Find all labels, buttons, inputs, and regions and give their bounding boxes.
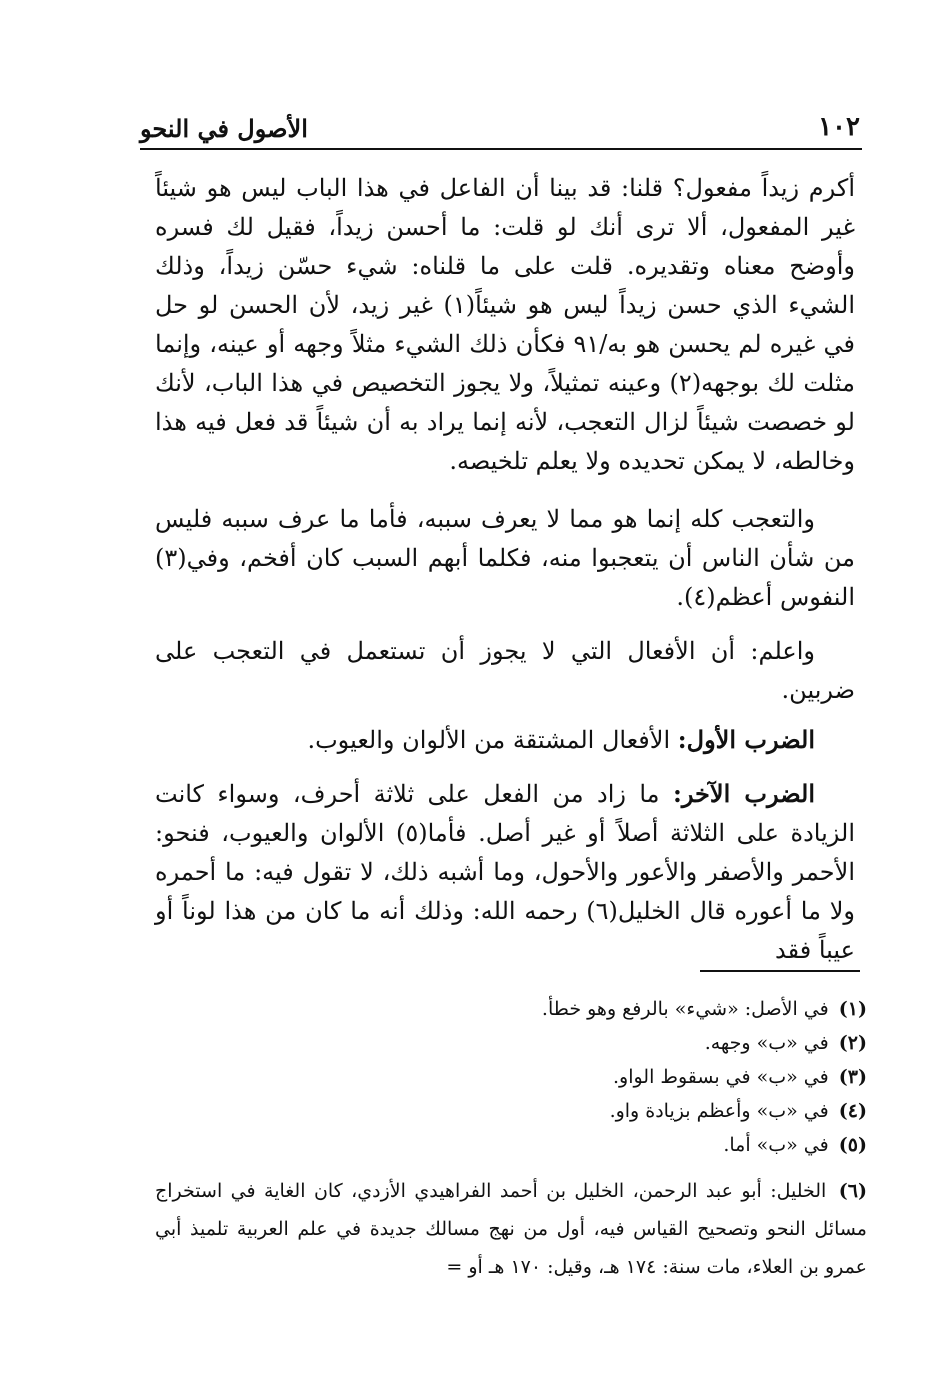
footnote-text: في الأصل: «شيء» بالرفع وهو خطأ. [541, 998, 829, 1020]
footnote-5 [155, 1128, 867, 1162]
paragraph-5 [155, 774, 855, 970]
main-text [155, 168, 855, 970]
footnote-text: الخليل: أبو عبد الرحمن، الخليل بن أحمد الفراهيدي الأزدي، كان الغاية في استخراج مسائل النحو وتصحيح القياس فيه، أول من نهج مسالك جديدة في علم العربية تلميذ أبي عمرو بن العلاء، مات سنة: ١٧٤ هـ، وقيل: ١٧٠ هـ أو = [155, 1180, 867, 1278]
paragraph-text: واعلم: أن الأفعال التي لا يجوز أن تستعمل في التعجب على ضربين. [155, 637, 855, 704]
footnote-text: في «ب» وأعظم بزيادة واو. [609, 1100, 829, 1122]
paragraph-lead: الضرب الآخر: [672, 779, 816, 808]
paragraph-text: والتعجب كله إنما هو مما لا يعرف سببه، فأما ما عرف سببه فليس من شأن الناس أن يتعجبوا منه، فكلما أبهم السبب كان أفخم، وفي(٣) النفوس أعظم(٤). [155, 505, 855, 611]
footnote-marker: (٣) [838, 1066, 867, 1088]
footnote-marker: (٦) [838, 1180, 867, 1202]
running-head [140, 112, 860, 152]
footnote-text: في «ب» وجهه. [704, 1032, 829, 1054]
footnote-marker: (١) [838, 998, 867, 1020]
footnote-4 [155, 1094, 867, 1128]
paragraph-3 [155, 631, 855, 710]
paragraph-1 [155, 168, 855, 481]
paragraph-text: ما زاد من الفعل على ثلاثة أحرف، وسواء كانت الزيادة على الثلاثة أصلاً أو غير أصل. فأما(٥) الألوان والعيوب، فنحو: الأحمر والأصفر والأعور والأحول، وما أشبه ذلك، لا تقول فيه: ما أحمره ولا ما أعوره قال الخليل(٦) رحمه الله: وذلك أنه ما كان من هذا لوناً أو عيباً فقد [155, 780, 855, 964]
book-title: الأصول في النحو [140, 114, 308, 143]
footnote-6 [155, 1172, 867, 1286]
paragraph-4 [155, 720, 855, 760]
paragraph-lead: الضرب الأول: [677, 725, 815, 754]
header-rule [140, 148, 862, 150]
footnote-rule [700, 970, 860, 972]
footnote-marker: (٢) [838, 1032, 867, 1054]
footnote-marker: (٤) [838, 1100, 867, 1122]
footnote-text: في «ب» في بسقوط الواو. [612, 1066, 829, 1088]
page-number: ١٠٢ [818, 112, 860, 142]
footnote-2 [155, 1026, 867, 1060]
footnote-1 [155, 992, 867, 1026]
footnote-marker: (٥) [838, 1134, 867, 1156]
paragraph-text: الأفعال المشتقة من الألوان والعيوب. [307, 726, 678, 754]
footnotes [155, 992, 867, 1286]
paragraph-2 [155, 499, 855, 617]
footnote-text: في «ب» أما. [723, 1134, 829, 1156]
paragraph-text: أكرم زيداً مفعول؟ قلنا: قد بينا أن الفاعل في هذا الباب ليس هو شيئاً غير المفعول، ألا ترى أنك لو قلت: ما أحسن زيداً، فقيل لك فسره وأوضح معناه وتقديره. قلت على ما قلناه: شيء حسّن زيداً، وذلك الشيء الذي حسن زيداً ليس هو شيئاً(١) غير زيد، لأن الحسن لو حل في غيره لم يحسن هو به/٩١ فكأن ذلك الشيء مثلاً وجهه أو عينه، وإنما مثلت لك بوجهه(٢) وعينه تمثيلاً، ولا يجوز التخصيص في هذا الباب، لأنك لو خصصت شيئاً لزال التعجب، لأنه إنما يراد به أن شيئاً قد فعل فيه هذا وخالطه، لا يمكن تحديده ولا يعلم تلخيصه. [155, 174, 855, 475]
footnote-3 [155, 1060, 867, 1094]
